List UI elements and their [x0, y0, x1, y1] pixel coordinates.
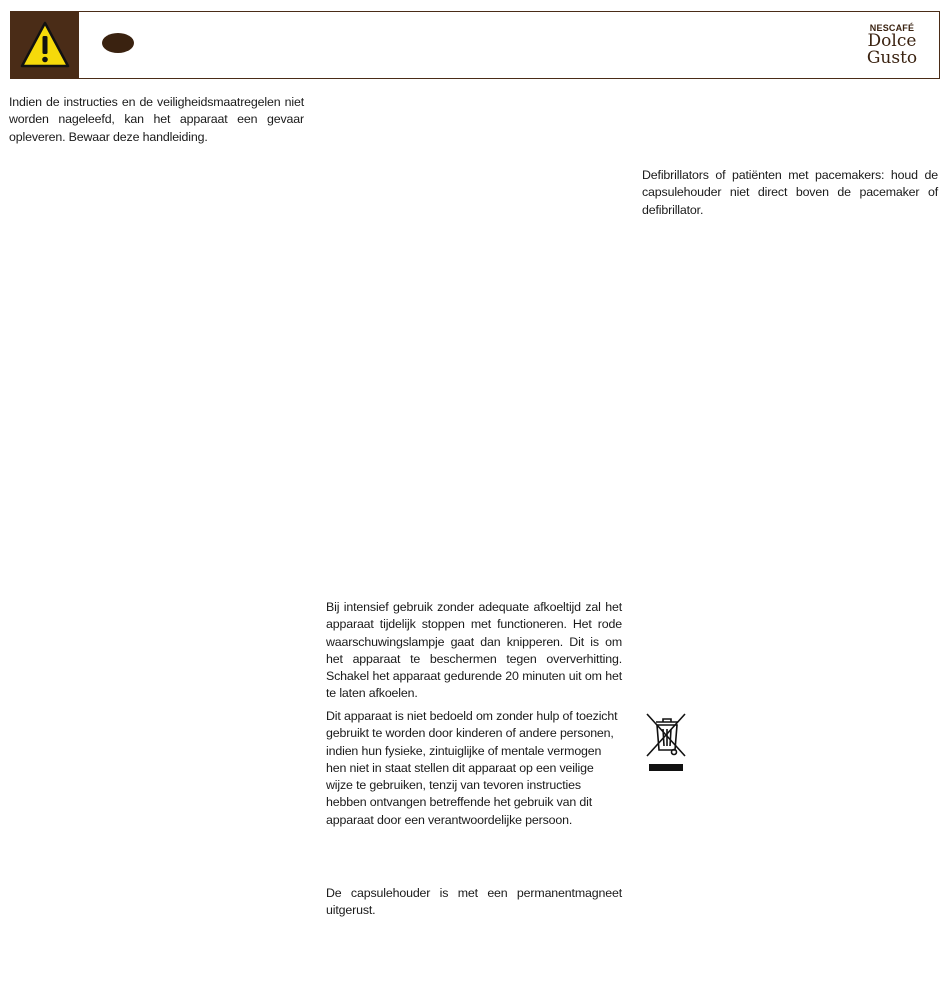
defibrillator-paragraph [642, 167, 938, 219]
page-header [10, 11, 940, 79]
crossed-out-wheelie-bin-icon [643, 710, 689, 774]
brand-line-3: Gusto [866, 48, 918, 68]
brand-line-2: Dolce [867, 31, 917, 51]
intro-paragraph [9, 94, 304, 146]
warning-triangle-icon [19, 20, 71, 70]
overheating-paragraph [326, 599, 622, 703]
magnet-text: De capsulehouder is met een permanentmagneet uitgerust. [326, 886, 622, 918]
supervision-text: Dit apparaat is niet bedoeld om zonder hulp of toezicht gebruikt te worden door kinderen of andere personen, indien hun fysieke, zintuiglijke of mentale vermogen hen niet in staat stellen dit apparaat op een veilige wijze te gebruiken, tenzij van tevoren instructies hebben ontvangen betreffende het gebruik van dit apparaat door een verantwoordelijke persoon. [326, 709, 618, 827]
defibrillator-text: Defibrillators of patiënten met pacemakers: houd de capsulehouder niet direct boven de pacemaker of defibrillator. [642, 168, 938, 217]
language-badge [102, 33, 134, 53]
magnet-paragraph [326, 885, 622, 920]
overheating-text: Bij intensief gebruik zonder adequate afkoeltijd zal het apparaat tijdelijk stoppen met functioneren. Het rode waarschuwingslampje gaat dan knipperen. Dit is om het apparaat te beschermen tegen oververhitting. Schakel het apparaat gedurende 20 minuten uit om het te laten afkoelen. [326, 600, 622, 701]
warning-box [11, 12, 79, 78]
recycling-symbol [643, 710, 689, 779]
supervision-paragraph [326, 708, 622, 829]
brand-logo [859, 23, 925, 71]
brand-line-1: NESCAFÉ [869, 23, 915, 33]
intro-text: Indien de instructies en de veiligheidsmaatregelen niet worden nageleefd, kan het apparaat een gevaar opleveren. Bewaar deze handleiding. [9, 95, 304, 144]
